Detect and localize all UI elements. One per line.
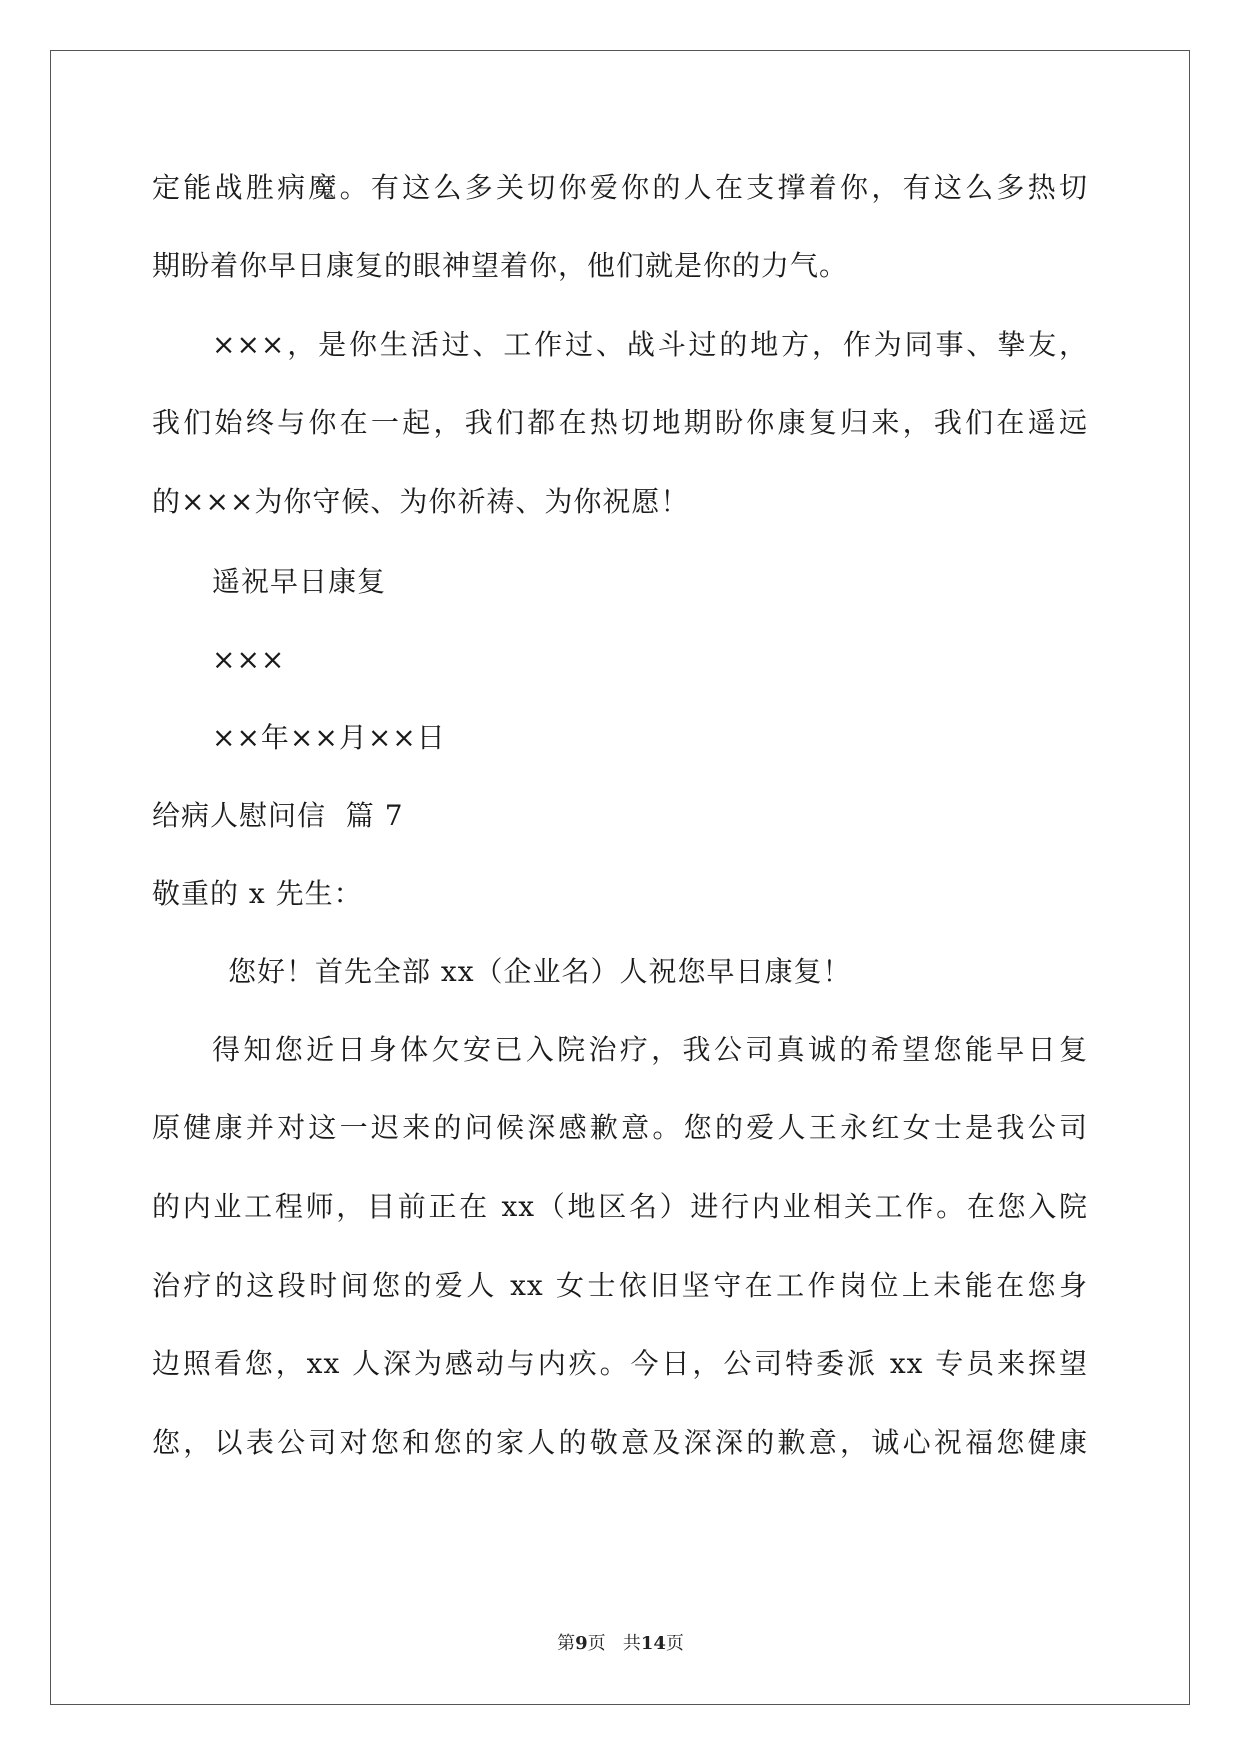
closing-wish: 遥祝早日康复	[212, 565, 387, 598]
paragraph-line: 得知您近日身体欠安已入院治疗，我公司真诚的希望您能早日复	[212, 1033, 1088, 1066]
signature: ×××	[212, 643, 286, 676]
total-pages: 14	[640, 1633, 666, 1654]
page-number: 9	[575, 1633, 588, 1654]
page-footer	[0, 1632, 1241, 1656]
page-prefix: 第	[557, 1633, 576, 1654]
salutation: 敬重的 x 先生：	[152, 877, 363, 910]
total-suffix: 页	[665, 1633, 684, 1654]
total-prefix: 共	[622, 1633, 641, 1654]
paragraph-line: 期盼着你早日康复的眼神望着你，他们就是你的力气。	[152, 249, 849, 282]
paragraph-line: ×××，是你生活过、工作过、战斗过的地方，作为同事、挚友，	[212, 328, 1088, 361]
paragraph-line: 的×××为你守候、为你祈祷、为你祝愿！	[152, 485, 690, 518]
paragraph-line: 定能战胜病魔。有这么多关切你爱你的人在支撑着你，有这么多热切	[152, 171, 1088, 204]
paragraph-line: 原健康并对这一迟来的问候深感歉意。您的爱人王永红女士是我公司	[152, 1111, 1088, 1144]
letter-date: ××年××月××日	[212, 721, 446, 754]
paragraph-line: 边照看您，xx 人深为感动与内疚。今日，公司特委派 xx 专员来探望	[152, 1347, 1088, 1380]
paragraph-line: 我们始终与你在一起，我们都在热切地期盼你康复归来，我们在遥远	[152, 406, 1088, 439]
paragraph-line: 治疗的这段时间您的爱人 xx 女士依旧坚守在工作岗位上未能在您身	[152, 1269, 1088, 1302]
greeting-line: 您好！首先全部 xx（企业名）人祝您早日康复！	[228, 955, 852, 988]
paragraph-line: 您，以表公司对您和您的家人的敬意及深深的歉意，诚心祝福您健康	[152, 1426, 1088, 1459]
page-suffix: 页	[587, 1633, 606, 1654]
paragraph-line: 的内业工程师，目前正在 xx（地区名）进行内业相关工作。在您入院	[152, 1190, 1088, 1223]
section-heading: 给病人慰问信 篇 7	[152, 799, 404, 832]
